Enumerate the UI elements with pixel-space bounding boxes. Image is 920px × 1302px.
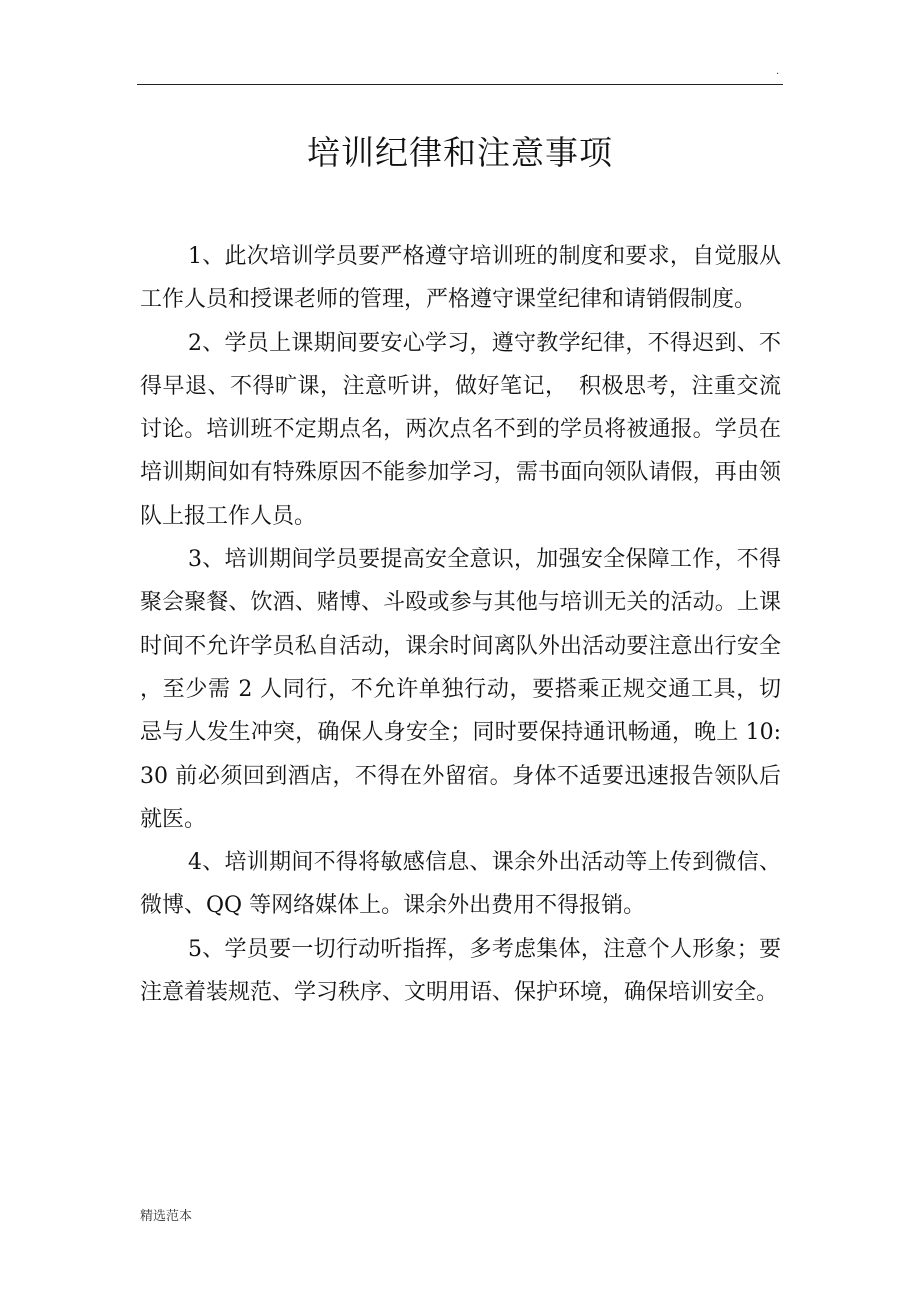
paragraph-3: 3、培训期间学员要提高安全意识，加强安全保障工作，不得聚会聚餐、饮酒、赌博、斗殴或参与其他与培训无关的活动。上课时间不允许学员私自活动，课余时间离队外出活动要注意出行安全，至少需 2 人同行，不允许单独行动，要搭乘正规交通工具，切忌与人发生冲突，确保人身安全；同时要保持通讯畅通，晚上 10:30 前必须回到酒店，不得在外留宿。身体不适要迅速报告领队后就医。 [140, 547, 781, 832]
paragraph-4: 4、培训期间不得将敏感信息、课余外出活动等上传到微信、微博、QQ 等网络媒体上。课余外出费用不得报销。 [140, 850, 781, 919]
paragraph-2: 2、学员上课期间要安心学习，遵守教学纪律，不得迟到、不得早退、不得旷课，注意听讲，做好笔记， 积极思考，注重交流讨论。培训班不定期点名，两次点名不到的学员将被通报。学员在培训期间如有特殊原因不能参加学习，需书面向领队请假，再由领队上报工作人员。 [140, 330, 781, 529]
document-body [140, 235, 781, 1014]
document-title: 培训纪律和注意事项 [307, 133, 613, 172]
paragraph-5: 5、学员要一切行动听指挥，多考虑集体，注意个人形象；要注意着装规范、学习秩序、文明用语、保护环境，确保培训安全。 [140, 936, 781, 1006]
paragraph-1: 1、此次培训学员要严格遵守培训班的制度和要求，自觉服从工作人员和授课老师的管理，严格遵守课堂纪律和请销假制度。 [140, 244, 781, 313]
footer-label: 精选范本 [140, 1209, 193, 1224]
header-rule [137, 84, 783, 85]
header-mark: . [776, 66, 780, 77]
